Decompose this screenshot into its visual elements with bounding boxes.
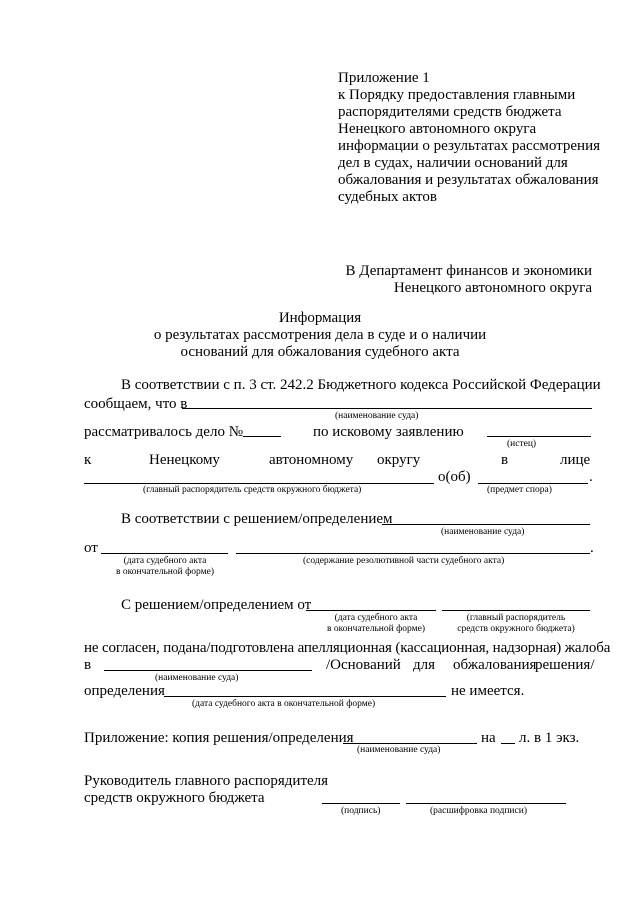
appendix-block [338,70,628,206]
section3-hint-court: (наименование суда) [155,673,239,683]
grounds-word-3: обжалования [453,657,537,673]
appendix-line: дел в судах, наличии оснований для [338,155,568,171]
court-name-field[interactable] [182,408,592,409]
hint-plaintiff: (истец) [507,439,537,449]
appendix-line: Ненецкого автономного округа [338,121,537,137]
section3-court-field[interactable] [104,670,312,671]
section3-line-1: С решением/определением от [121,597,312,613]
plaintiff-field[interactable] [487,436,591,437]
about-text: о(об) [438,469,471,485]
hint-date-line-2: в окончательной форме) [327,624,425,634]
section2-content-field[interactable] [236,553,590,554]
grounds-word-4: решения/ [535,657,595,673]
signature-block [84,773,328,807]
case-number-field[interactable] [243,436,281,437]
section3-manager-field[interactable] [442,610,590,611]
section3-line-2: не согласен, подана/подготовлена апелляционная (кассационная, надзорная) жалоба [84,640,611,656]
from-text: от [84,540,98,556]
definition-text: определения [84,683,165,699]
section3-hint-manager [442,613,590,635]
hint-date-line-2: в окончательной форме) [116,567,214,577]
addressee-line-1: В Департамент финансов и экономики [345,263,592,279]
word-okrugu: округу [377,452,421,468]
hint-manager-line-2: средств окружного бюджета) [457,624,575,634]
section2-hint-content: (содержание резолютивной части судебного акта) [303,556,505,566]
heading-line-2: оснований для обжалования судебного акта [180,344,460,360]
signature-decode-field[interactable] [406,803,566,804]
hint-manager-line-1: (главный распорядитель [466,613,566,623]
appendix-line: к Порядку предоставления главными [338,87,576,103]
attachment-sheets-field[interactable] [501,743,515,744]
section2-hint-court: (наименование суда) [441,527,525,537]
section3-hint-date [306,613,446,635]
case-text: рассматривалось дело № [84,424,244,440]
hint-sign: (подпись) [341,806,381,816]
section1-line-1: В соответствии с п. 3 ст. 242.2 Бюджетного кодекса Российской Федерации [121,377,601,393]
heading-line-1: о результатах рассмотрения дела в суде и о наличии [153,327,487,343]
claim-text: по исковому заявлению [313,424,464,440]
signature-field[interactable] [322,803,400,804]
manager-field[interactable] [84,483,434,484]
word-v: в [501,452,509,468]
section2-period: . [590,540,594,556]
attachment-court-field[interactable] [343,743,477,744]
appendix-line: обжалования и результатах обжалования [338,172,599,188]
word-litse: лице [560,452,591,468]
section2-court-field[interactable] [382,524,590,525]
hint-subject: (предмет спора) [487,485,552,495]
signature-line-1: Руководитель главного распорядителя [84,773,329,789]
grounds-word-1: /Оснований [326,657,401,673]
section2-date-field[interactable] [101,553,228,554]
addressee-block [346,263,592,297]
none-text: не имеется. [451,683,525,699]
hint-decode: (расшифровка подписи) [430,806,527,816]
section2-line-1: В соответствии с решением/определением [121,511,393,527]
appendix-line: информации о результатах рассмотрения [338,138,600,154]
appendix-title: Приложение 1 [338,70,430,86]
section1-line-2: сообщаем, что в [84,396,188,412]
section2-hint-date [90,556,240,578]
signature-line-2: средств окружного бюджета [84,790,265,806]
attachment-text: Приложение: копия решения/определения [84,730,354,746]
document-heading [100,310,540,361]
heading-title: Информация [278,310,362,326]
word-nenetsky: Ненецкому [149,452,220,468]
period: . [589,469,593,485]
attachment-on-text: на [481,730,496,746]
hint-date-line-1: (дата судебного акта [334,613,418,623]
in-text: в [84,657,92,673]
hint-date-line-1: (дата судебного акта [123,556,207,566]
attachment-sheets-text: л. в 1 экз. [519,730,580,746]
grounds-word-2: для [413,657,436,673]
section3-final-date-field[interactable] [164,696,446,697]
word-avtonomnomu: автономному [269,452,354,468]
subject-field[interactable] [478,483,588,484]
hint-manager: (главный распорядитель средств окружного бюджета) [143,485,362,495]
hint-court: (наименование суда) [335,411,419,421]
addressee-line-2: Ненецкого автономного округа [393,280,592,296]
appendix-line: распорядителями средств бюджета [338,104,562,120]
word-k: к [84,452,92,468]
section3-hint-date-final: (дата судебного акта в окончательной форме) [192,699,376,709]
section3-date-field[interactable] [306,610,436,611]
appendix-line: судебных актов [338,189,437,205]
attachment-hint-court: (наименование суда) [357,745,441,755]
